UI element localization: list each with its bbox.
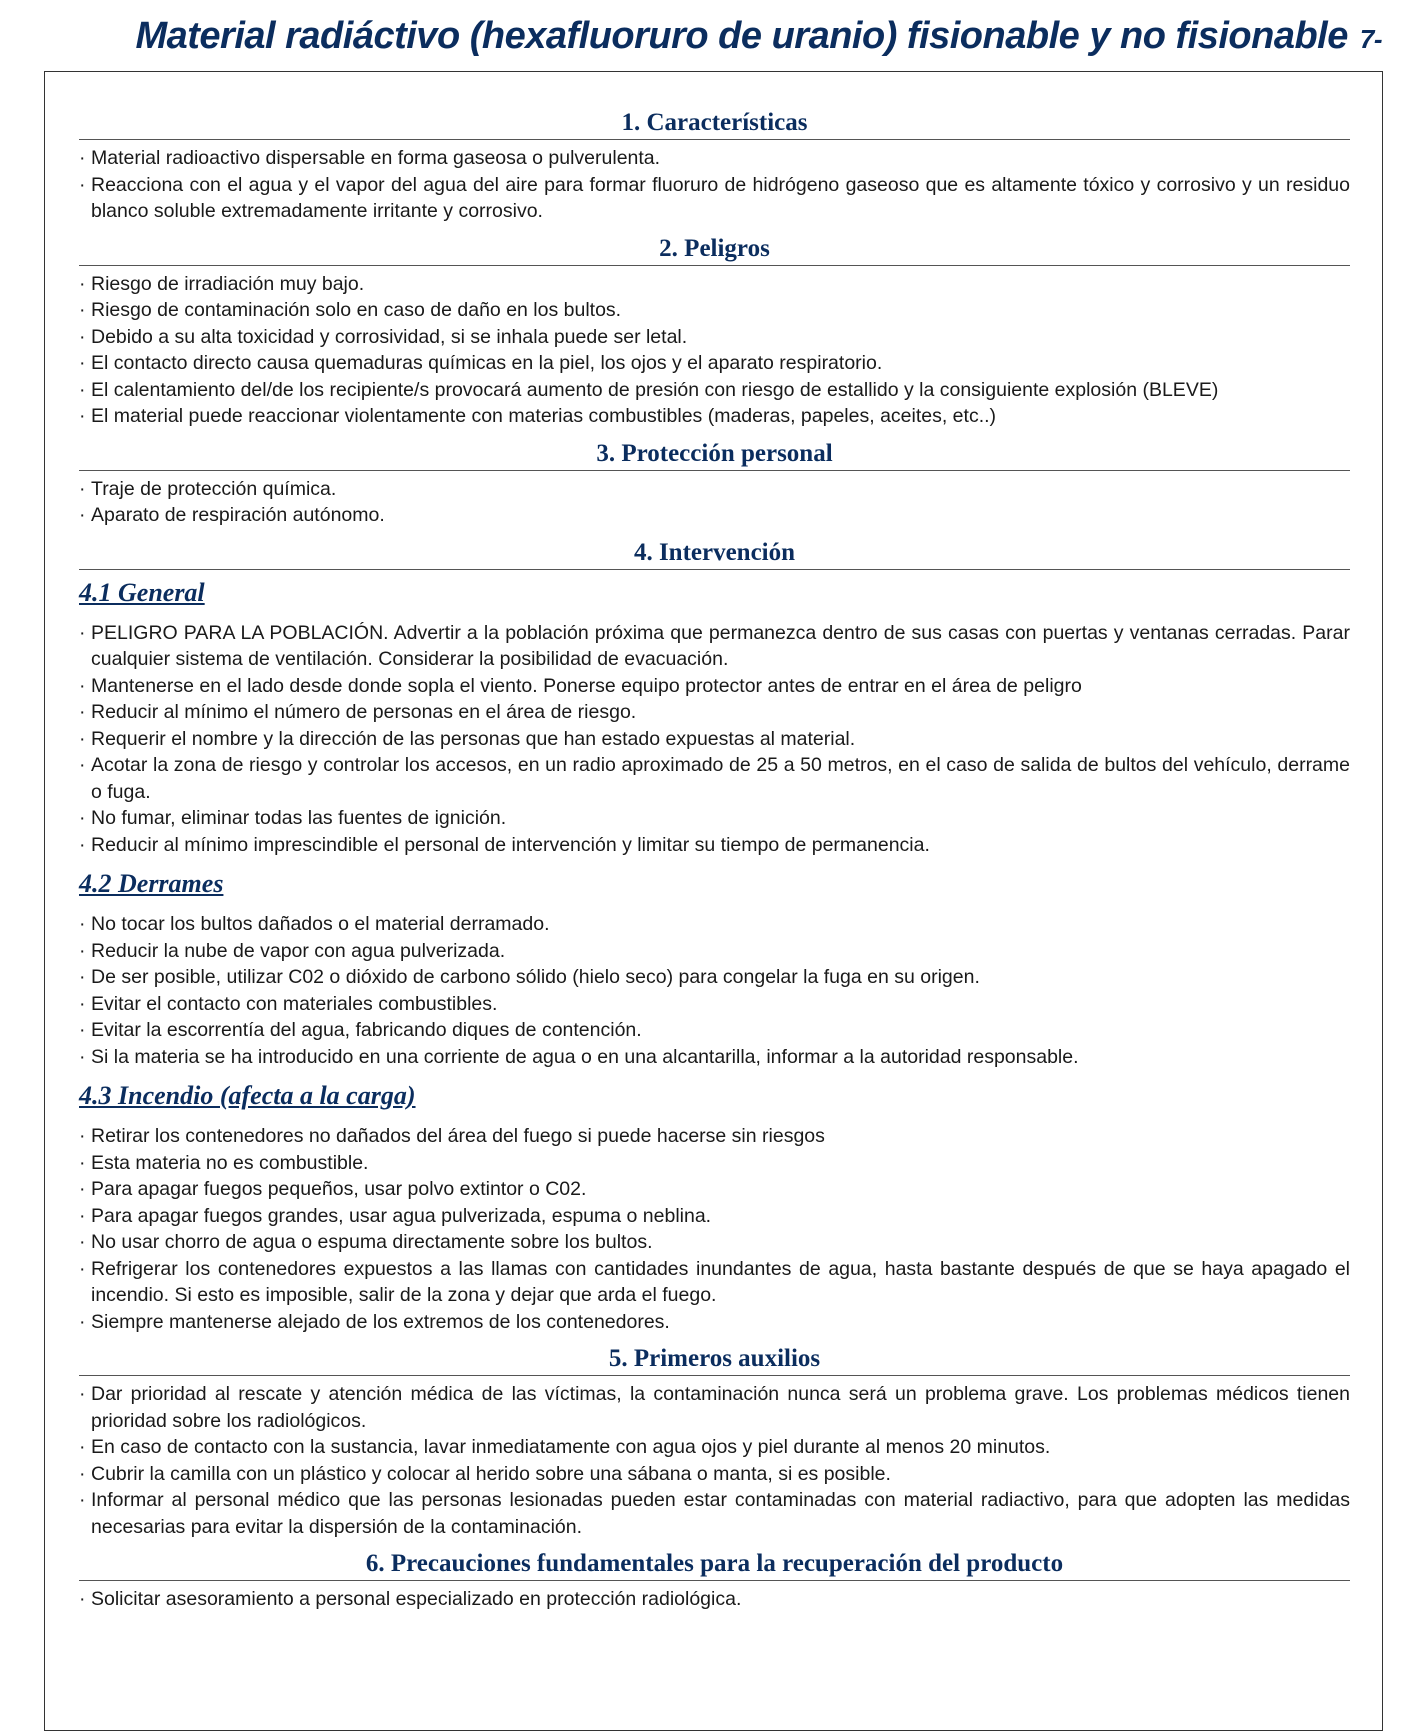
list-peligros (79, 271, 1350, 430)
section-heading-primeros-auxilios: 5. Primeros auxilios (79, 1344, 1350, 1376)
list-item: · Siempre mantenerse alejado de los extremos de los contenedores. (79, 1309, 1350, 1336)
list-item: · Retirar los contenedores no dañados del área del fuego si puede hacerse sin riesgos (79, 1123, 1350, 1150)
list-proteccion-personal (79, 476, 1350, 529)
page-title-text: Material radiáctivo (hexafluoruro de uranio) fisionable y no fisionable (135, 15, 1348, 57)
list-incendio (79, 1123, 1350, 1335)
list-item: · Aparato de respiración autónomo. (79, 502, 1350, 529)
list-item: · Esta materia no es combustible. (79, 1150, 1350, 1177)
list-item: · El calentamiento del/de los recipiente/s provocará aumento de presión con riesgo de estallido y la consiguiente explosión (BLEVE) (79, 377, 1350, 404)
section-heading-peligros: 2. Peligros (79, 234, 1350, 266)
list-item: · Reducir al mínimo imprescindible el personal de intervención y limitar su tiempo de permanencia. (79, 832, 1350, 859)
list-item: · El material puede reaccionar violentamente con materias combustibles (maderas, papeles, aceites, etc..) (79, 403, 1350, 430)
section-heading-caracteristicas: 1. Características (79, 108, 1350, 140)
subsection-heading-incendio: 4.3 Incendio (afecta a la carga) (79, 1081, 416, 1110)
page-number: 7- (1359, 24, 1382, 54)
list-item: · No usar chorro de agua o espuma directamente sobre los bultos. (79, 1229, 1350, 1256)
list-item: · Traje de protección química. (79, 476, 1350, 503)
list-item: · Mantenerse en el lado desde donde sopla el viento. Ponerse equipo protector antes de entrar en el área de peligro (79, 673, 1350, 700)
list-item: · Evitar la escorrentía del agua, fabricando diques de contención. (79, 1017, 1350, 1044)
document-body (79, 108, 1350, 1622)
list-item: · No fumar, eliminar todas las fuentes de ignición. (79, 805, 1350, 832)
list-item: · Para apagar fuegos pequeños, usar polvo extintor o C02. (79, 1176, 1350, 1203)
list-item: · No tocar los bultos dañados o el material derramado. (79, 911, 1350, 938)
list-item: · Dar prioridad al rescate y atención médica de las víctimas, la contaminación nunca será un problema grave. Los problemas médicos tienen prioridad sobre los radiológicos. (79, 1381, 1350, 1434)
list-precauciones (79, 1586, 1350, 1613)
list-item: · De ser posible, utilizar C02 o dióxido de carbono sólido (hielo seco) para congelar la fuga en su origen. (79, 964, 1350, 991)
list-item: · Cubrir la camilla con un plástico y colocar al herido sobre una sábana o manta, si es posible. (79, 1461, 1350, 1488)
section-heading-intervencion: 4. Intervención (79, 538, 1350, 570)
list-item: · Riesgo de contaminación solo en caso de daño en los bultos. (79, 297, 1350, 324)
list-item: · Reducir al mínimo el número de personas en el área de riesgo. (79, 699, 1350, 726)
list-item: · Si la materia se ha introducido en una corriente de agua o en una alcantarilla, informar a la autoridad responsable. (79, 1044, 1350, 1071)
page-title (0, 10, 1382, 65)
section-heading-precauciones: 6. Precauciones fundamentales para la recuperación del producto (79, 1549, 1350, 1581)
list-item: · Evitar el contacto con materiales combustibles. (79, 991, 1350, 1018)
list-primeros-auxilios (79, 1381, 1350, 1540)
list-item: · Riesgo de irradiación muy bajo. (79, 271, 1350, 298)
list-item: · Debido a su alta toxicidad y corrosividad, si se inhala puede ser letal. (79, 324, 1350, 351)
section-heading-proteccion-personal: 3. Protección personal (79, 439, 1350, 471)
list-item: · Para apagar fuegos grandes, usar agua pulverizada, espuma o neblina. (79, 1203, 1350, 1230)
list-item: · Reacciona con el agua y el vapor del agua del aire para formar fluoruro de hidrógeno gaseoso que es altamente tóxico y corrosivo y un residuo blanco soluble extremadamente irritante y corrosivo. (79, 172, 1350, 225)
list-item: · Informar al personal médico que las personas lesionadas pueden estar contaminadas con material radiactivo, para que adopten las medidas necesarias para evitar la dispersión de la contaminación. (79, 1487, 1350, 1540)
list-item: · En caso de contacto con la sustancia, lavar inmediatamente con agua ojos y piel durante al menos 20 minutos. (79, 1434, 1350, 1461)
subsection-heading-derrames: 4.2 Derrames (79, 869, 224, 898)
list-item: · Refrigerar los contenedores expuestos a las llamas con cantidades inundantes de agua, hasta bastante después de que se haya apagado el incendio. Si esto es imposible, salir de la zona y dejar que arda el fuego. (79, 1256, 1350, 1309)
list-item: · Acotar la zona de riesgo y controlar los accesos, en un radio aproximado de 25 a 50 metros, en el caso de salida de bultos del vehículo, derrame o fuga. (79, 752, 1350, 805)
list-item: · PELIGRO PARA LA POBLACIÓN. Advertir a la población próxima que permanezca dentro de sus casas con puertas y ventanas cerradas. Parar cualquier sistema de ventilación. Considerar la posibilidad de evacuación. (79, 620, 1350, 673)
list-caracteristicas (79, 145, 1350, 225)
list-item: · Material radioactivo dispersable en forma gaseosa o pulverulenta. (79, 145, 1350, 172)
list-item: · Solicitar asesoramiento a personal especializado en protección radiológica. (79, 1586, 1350, 1613)
list-item: · El contacto directo causa quemaduras químicas en la piel, los ojos y el aparato respiratorio. (79, 350, 1350, 377)
list-item: · Reducir la nube de vapor con agua pulverizada. (79, 938, 1350, 965)
list-derrames (79, 911, 1350, 1070)
list-item: · Requerir el nombre y la dirección de las personas que han estado expuestas al material. (79, 726, 1350, 753)
subsection-heading-general: 4.1 General (79, 577, 205, 607)
list-general (79, 620, 1350, 859)
